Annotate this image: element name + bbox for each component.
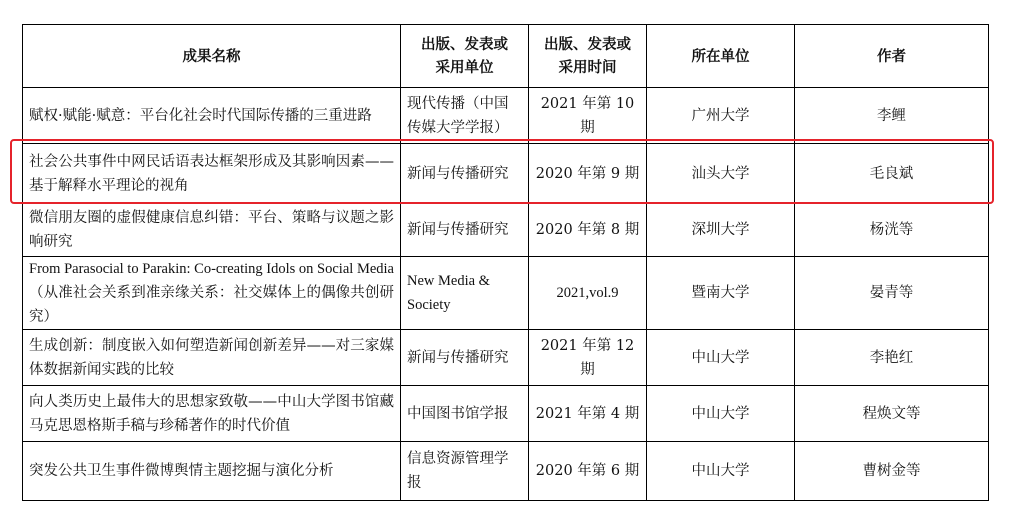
cell-unit: 广州大学 [647,88,795,144]
cell-unit: 汕头大学 [647,144,795,204]
table-row [23,88,989,144]
cell-author: 杨洸等 [795,204,989,257]
cell-unit: 暨南大学 [647,257,795,330]
cell-venue: 新闻与传播研究 [401,330,529,386]
cell-author: 程焕文等 [795,386,989,442]
cell-author: 李鲤 [795,88,989,144]
cell-author: 李艳红 [795,330,989,386]
cell-title: 生成创新：制度嵌入如何塑造新闻创新差异——对三家媒体数据新闻实践的比较 [23,330,401,386]
table-row-highlighted [23,144,989,204]
cell-time: 2020 年第 6 期 [529,442,647,501]
cell-venue: 信息资源管理学报 [401,442,529,501]
cell-unit: 中山大学 [647,386,795,442]
cell-time: 2020 年第 9 期 [529,144,647,204]
table-row [23,257,989,330]
header-venue: 出版、发表或 采用单位 [401,25,529,88]
header-time: 出版、发表或 采用时间 [529,25,647,88]
cell-unit: 深圳大学 [647,204,795,257]
cell-time: 2021 年第 10 期 [529,88,647,144]
cell-title: 微信朋友圈的虚假健康信息纠错：平台、策略与议题之影响研究 [23,204,401,257]
cell-title: 向人类历史上最伟大的思想家致敬——中山大学图书馆藏马克思恩格斯手稿与珍稀著作的时代价值 [23,386,401,442]
cell-time: 2021 年第 12 期 [529,330,647,386]
cell-author: 毛良斌 [795,144,989,204]
achievements-table [22,24,989,501]
cell-author: 晏青等 [795,257,989,330]
cell-venue: 现代传播（中国传媒大学学报） [401,88,529,144]
cell-venue: New Media & Society [401,257,529,330]
header-title: 成果名称 [23,25,401,88]
cell-unit: 中山大学 [647,330,795,386]
table-header-row [23,25,989,88]
header-author: 作者 [795,25,989,88]
cell-time: 2021 年第 4 期 [529,386,647,442]
cell-title: 赋权·赋能·赋意：平台化社会时代国际传播的三重进路 [23,88,401,144]
table-row [23,330,989,386]
cell-time: 2021,vol.9 [529,257,647,330]
cell-author: 曹树金等 [795,442,989,501]
cell-venue: 新闻与传播研究 [401,144,529,204]
table-row [23,386,989,442]
table-row [23,442,989,501]
cell-title: 社会公共事件中网民话语表达框架形成及其影响因素——基于解释水平理论的视角 [23,144,401,204]
table-row [23,204,989,257]
header-unit: 所在单位 [647,25,795,88]
cell-time: 2020 年第 8 期 [529,204,647,257]
cell-title: 突发公共卫生事件微博舆情主题挖掘与演化分析 [23,442,401,501]
cell-venue: 新闻与传播研究 [401,204,529,257]
cell-title: From Parasocial to Parakin: Co-creating Idols on Social Media（从准社会关系到准亲缘关系：社交媒体上的偶像共创研究） [23,257,401,330]
cell-venue: 中国图书馆学报 [401,386,529,442]
cell-unit: 中山大学 [647,442,795,501]
